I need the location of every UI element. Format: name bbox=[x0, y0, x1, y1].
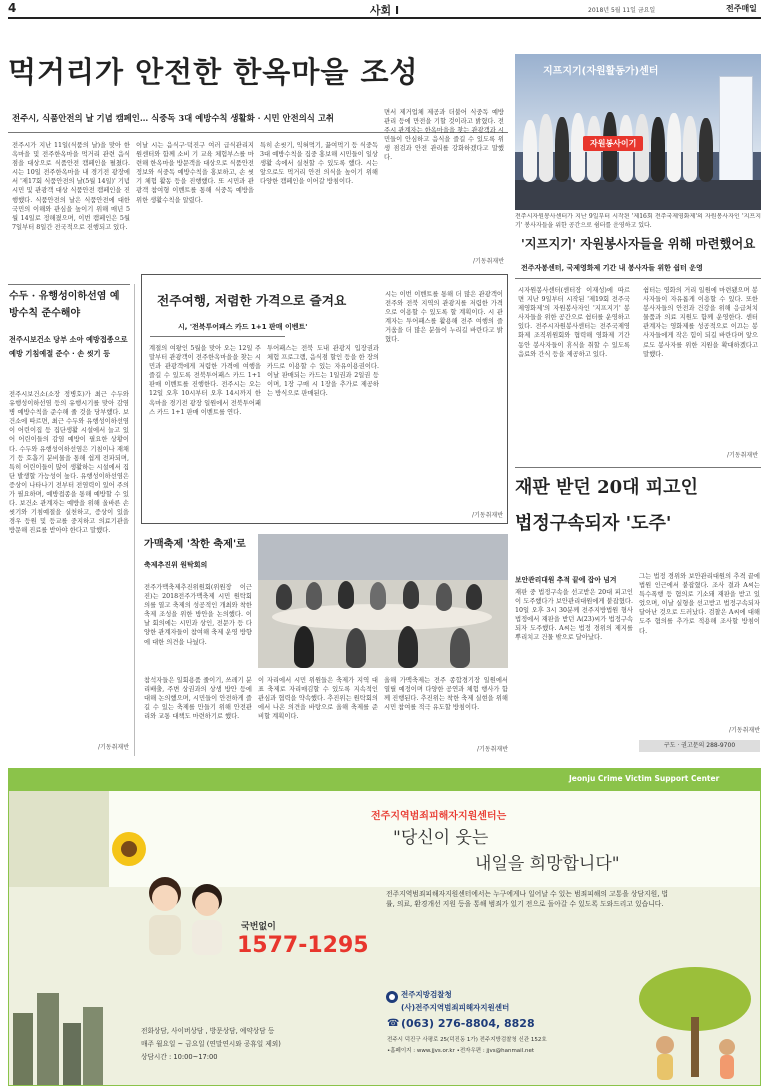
court-col2: 그는 법정 경위와 보안관리대원의 추격 끝에 법원 인근에서 붙잡혔다. 조사 결과 A씨는 특수폭행 등 혐의로 기소돼 재판을 받고 있었으며, 이날 실형을 선고받고 법정구속되자 달아난 것으로 드러났다. 검찰은 A씨에 대해 도주 혐의를 추가로 적용해 조사할 방침이다. bbox=[639, 573, 760, 635]
court-subhead: 보안관리대원 추적 끝에 잡아 넘겨 bbox=[515, 576, 617, 584]
photo-person bbox=[539, 114, 553, 182]
ad-hotline[interactable]: 1577-1295 bbox=[237, 933, 369, 958]
volunteer-photo bbox=[515, 54, 761, 210]
photo-person bbox=[683, 116, 697, 182]
article1-col1: 전주시가 지난 11일(식품의 날)을 맞아 한옥마을 및 전주한옥마을 먹거리 관련 음식점을 대상으로 식품안전 캠페인을 펼쳤다. 시는 10일 전주한옥마을 내 경기전 광장에서 '제17회 식품안전의 날(5월 14일)' 기념 시민 및 관광객 대상 식품안전 캠페인을 진행했다. 식품안전의 날은 식품안전에 대한 국민의 이해와 관심을 높이기 위해 매년 5월 14일로 정해졌으며, 이번 캠페인은 5월 7일부터 8일간 전국적으로 진행되고 있다. bbox=[12, 142, 130, 231]
side-divider bbox=[134, 284, 135, 756]
volunteer-col1: 시자원봉사센터(센터장 이재성)에 따르면 지난 9일부터 시작된 '제19회 전주국제영화제'의 자원봉사자인 '지프지기' 봉사자들을 위한 공간으로 쉼터를 운영하고 있다. 전주시자원봉사센터는 전주국제영화제 조직위원회와 협력해 영화제 기간 동안 봉사자들이 휴식을 취할 수 있도록 음료와 간식 등을 제공하고 있다. bbox=[518, 287, 630, 358]
meeting-person bbox=[294, 626, 314, 668]
ad-partner-1: 전주지방검찰청 bbox=[401, 990, 452, 999]
meeting-person bbox=[338, 581, 354, 609]
article1-col4: 면서 제거업체 제공과 더불어 식중독 예방 관리 등에 만전을 기할 것이라고 밝혔다. 전주시 관계자는 한옥마을을 찾는 관광객과 시민들이 안심하고 음식을 즐길 수 있도록 위생 점검과 안전 관리를 강화하겠다고 말했다. bbox=[384, 109, 504, 162]
card-col2: 투어패스는 전북 도내 관광지 입장권과 체험 프로그램, 음식점 할인 등을 한 장의 카드로 이용할 수 있는 자유이용권이다. 이날 판매되는 카드는 1일권과 2일권 등이며, 1장 구매 시 1장을 추가로 제공하는 방식으로 판매된다. bbox=[267, 345, 379, 398]
court-col1: 재판 중 법정구속을 선고받은 20대 피고인이 도주했다가 보안관리대원에게 붙잡혔다. 10일 오후 3시 30분께 전주지방법원 형사법정에서 재판을 받던 A(23)씨가 법정구속되자 도주했다. A씨는 법정 경위의 제지를 뿌리치고 건물 밖으로 달아났다. bbox=[515, 589, 633, 642]
buildings-icon bbox=[9, 989, 105, 1086]
headline-main: 먹거리가 안전한 한옥마을 조성 bbox=[8, 55, 419, 89]
ad-hours-label: 매주 월요일 ~ 금요일 (연말연시와 공휴일 제외) bbox=[141, 1040, 281, 1048]
ad-family-illustration bbox=[635, 959, 759, 1085]
court-credit: /기동취재반 bbox=[728, 727, 760, 734]
side-headline: 수두 · 유행성이하선염 예방수칙 준수해야 bbox=[9, 291, 120, 319]
meeting-person bbox=[306, 582, 322, 610]
prosecution-emblem-icon bbox=[385, 990, 399, 1004]
page-number: 4 bbox=[8, 1, 17, 15]
ad-phone-icon: ☎ bbox=[387, 1018, 400, 1029]
photo-person bbox=[667, 113, 681, 182]
children-illustration bbox=[121, 865, 241, 957]
ad-emblem bbox=[385, 989, 399, 1003]
festival-col4: 올해 가맥축제는 전주 종합경기장 일원에서 열릴 예정이며 다양한 공연과 체험 행사가 함께 진행된다. 추진위는 착한 축제 실현을 위해 시민 참여를 적극 유도할 방침이다. bbox=[384, 677, 508, 712]
article1-col2: 이날 시는 음식구·덕진구 여러 급식관리지원센터와 함께 소비 기 교육 체험부스를 마련해 한옥마을 방문객을 대상으로 식품안전 정보와 식중독 예방수칙을 홍보하고, 손 씻기 체험 활동 등을 진행했다. 또 시민과 관광객 참여형 이벤트를 통해 식중독 예방을 위한 생활수칙을 알렸다. bbox=[136, 142, 254, 204]
volunteer-headline: '지프지기' 자원봉사자들을 위해 마련했어요 bbox=[521, 236, 756, 251]
meeting-person bbox=[466, 584, 482, 610]
volunteer-col2: 쉼터는 영화의 거리 일원에 마련됐으며 봉사자들이 자유롭게 이용할 수 있다. 또한 봉사자들의 안전과 건강을 위해 응급처치 물품과 의료 지원도 함께 운영한다. 센터 관계자는 영화제를 성공적으로 이끄는 봉사자들에게 작은 힘이 되길 바란다며 앞으로도 봉사자를 위한 지원을 확대하겠다고 말했다. bbox=[643, 287, 758, 358]
ad-phone[interactable]: (063) 276-8804, 8828 bbox=[401, 1017, 535, 1030]
photo1-caption: 전주시자원봉사센터가 지난 9일부터 시작된 '제16회 전주국제영화제'의 자원봉사자인 '지프지기' 봉사자들을 위한 공간으로 쉼터를 운영하고 있다. bbox=[515, 213, 761, 229]
article1-col3: 특히 손씻기, 익혀먹기, 끓여먹기 등 식중독 3대 예방수칙을 집중 홍보해 시민들이 일상생활 속에서 실천할 수 있도록 했다. 시는 앞으로도 먹거리 안전 의식을 높이기 위해 다양한 캠페인을 이어갈 방침이다. bbox=[260, 142, 378, 186]
festival-col3: 이 자리에서 시민 위원들은 축제가 지역 대표 축제로 자리매김할 수 있도록 지속적인 관심과 협력을 약속했다. 추진위는 원탁회의에서 나온 의견을 바탕으로 올해 축제를 준비할 계획이다. bbox=[258, 677, 378, 721]
page-header bbox=[0, 0, 769, 16]
meeting-person bbox=[276, 584, 292, 610]
article1-credit: /기동취재반 bbox=[472, 258, 504, 265]
section-title: 사회 I bbox=[369, 4, 400, 17]
photo-person bbox=[651, 117, 665, 182]
festival-headline: 가맥축제 '착한 축제'로 bbox=[144, 538, 246, 550]
card-rule bbox=[150, 336, 285, 337]
photo-person bbox=[699, 118, 713, 182]
issue-date: 2018년 5월 11일 금요일 bbox=[588, 7, 656, 14]
ad-free-label: 국번없이 bbox=[241, 922, 276, 932]
card-headline: 전주여행, 저렴한 가격으로 즐겨요 bbox=[157, 293, 347, 308]
ad-hours: 상담시간 : 10:00~17:00 bbox=[141, 1053, 218, 1061]
side-top-rule bbox=[8, 284, 130, 285]
ad-web[interactable]: •홈페이지 : www.jjvs.or.kr •전자우편 : jjvs@hanmail.net bbox=[387, 1048, 534, 1054]
ad-quote-2: 내일을 희망합니다" bbox=[475, 854, 620, 874]
court-headline-1: 재판 받던 20대 피고인 bbox=[515, 477, 698, 498]
meeting-person bbox=[436, 583, 452, 611]
card-credit: /기동취재반 bbox=[471, 512, 503, 519]
photo-person bbox=[555, 117, 569, 182]
photo-banner: 지프지기(자원활동가)센터 bbox=[543, 66, 659, 77]
meeting-photo bbox=[258, 534, 508, 668]
festival-credit: /기동취재반 bbox=[476, 746, 508, 753]
meeting-wall bbox=[258, 534, 508, 580]
victim-support-ad bbox=[8, 768, 761, 1086]
family-icon bbox=[635, 959, 759, 1085]
card-col1: 계절의 여왕인 5월을 맞아 오는 12일 주말부터 관광객이 전주한옥마을을 찾는 시민과 관광객에게 저렴한 가격에 여행을 즐길 수 있도록 전북투어패스 카드 1+1 판매 이벤트를 진행한다. 전주시는 오는 12일 오후 10시부터 오후 14시까지 한옥마을 경기전 광장 일원에서 전북투어패스 카드 1+1 판매 이벤트를 연다. bbox=[149, 345, 261, 416]
sunflower-illustration bbox=[109, 829, 149, 869]
meeting-person bbox=[403, 581, 419, 609]
side-body: 전주시보건소(소장 정병호)가 최근 수두와 유행성이하선염 등의 유행시기를 맞아 감염병 예방수칙을 준수해 줄 것을 당부했다. 보건소에 따르면, 최근 수두와 유행성이하선염이 어린이집 등 집단생활 시설에서 늘고 있어 어린이들의 감염 예방이 필요한 상황이다. 수두와 유행성이하선염은 기침이나 재채기 등 호흡기 분비물을 통해 쉽게 전파되며, 특히 어린이들이 많이 생활하는 시설에서 집단 발생할 가능성이 높다. 유행성이하선염은 증상이 나타나기 전부터 전염력이 있어 주의가 필요하며, 예방접종을 통해 예방할 수 있다. 보건소 관계자는 예방을 위해 올바른 손 씻기와 기침예절을 실천하고, 증상이 있을 경우 등원 및 등교를 중지하고 의료기관을 방문해 진료를 받아야 한다고 말했다. bbox=[9, 391, 129, 535]
photo-sign: 자원봉사이기 bbox=[583, 136, 643, 151]
volunteer-credit: /기동취재반 bbox=[726, 452, 758, 459]
meeting-person bbox=[398, 626, 418, 668]
court-headline-2: 법정구속되자 '도주' bbox=[515, 513, 672, 534]
festival-subhead: 축제추진위 원탁회의 bbox=[144, 561, 208, 569]
side-subhead: 전주시보건소 당부 소아 예방접종으로 예방 기침예절 준수 · 손 씻기 등 bbox=[9, 335, 128, 358]
photo-person bbox=[523, 120, 537, 182]
subhead-main: 전주시, 식품안전의 날 기념 캠페인… 식중독 3대 예방수칙 생활화 · 시민 안전의식 고취 bbox=[12, 113, 334, 123]
side-credit: /기동취재반 bbox=[97, 744, 129, 751]
ad-english-title: Jeonju Crime Victim Support Center bbox=[569, 774, 720, 783]
card-col3: 시는 이번 이벤트를 통해 더 많은 관광객이 전주와 전북 지역의 관광지를 저렴한 가격으로 이용할 수 있도록 할 계획이다. 시 관계자는 투어패스를 활용해 전주 여행의 즐거움을 더 많은 분들이 누리길 바란다고 밝혔다. bbox=[385, 291, 503, 344]
ad-services: 전화상담, 사이버상담 , 방문상담, 예약상담 등 bbox=[141, 1027, 275, 1035]
meeting-person bbox=[370, 582, 386, 610]
meeting-person bbox=[346, 628, 366, 668]
paper-name: 전주매일 bbox=[726, 4, 757, 13]
card-subhead: 시, '전북투어패스 카드 1+1 판매 이벤트' bbox=[178, 323, 308, 331]
city-silhouette bbox=[9, 989, 105, 1086]
volunteer-rule bbox=[515, 278, 761, 279]
court-reporter-bar: 구도 · 권고문의 288-9700 bbox=[639, 740, 760, 752]
ad-left-strip bbox=[9, 791, 109, 887]
festival-col2: 참석자들은 일회용품 줄이기, 쓰레기 분리배출, 주변 상권과의 상생 방안 등에 대해 논의했으며, 시민들이 안전하게 즐길 수 있는 축제를 만들기 위해 안전관리와 교통 대책도 마련하기로 했다. bbox=[144, 677, 252, 721]
volunteer-subhead: 전주자봉센터, 국제영화제 기간 내 봉사자들 위한 쉼터 운영 bbox=[521, 263, 703, 272]
ad-org-highlight: 전주지역범죄피해자지원센터는 bbox=[371, 811, 507, 822]
meeting-person bbox=[450, 628, 470, 668]
header-rule bbox=[8, 17, 761, 19]
children-icon bbox=[121, 865, 241, 957]
photo-floor bbox=[515, 180, 761, 210]
ad-partner-2: (사)전주지역범죄피해자지원센터 bbox=[401, 1003, 510, 1012]
ad-address: 전주시 덕진구 사평로 25(덕진동 1가) 전주지방검찰청 신관 152호 bbox=[387, 1037, 547, 1043]
ad-description: 전주지역범죄피해자지원센터에서는 누구에게나 일어날 수 있는 범죄피해의 고통을 상담지원, 법률, 의료, 환경개선 지원 등을 통해 범죄가 있기 전으로 돌아갈 수 있도록 도와드리고 있습니다. bbox=[386, 890, 669, 908]
festival-col1: 전주가맥축제추진위원회(위원장 이근진)는 2018전주가맥축제 시민 원탁회의를 열고 축제의 성공적인 개최와 착한 축제 조성을 위한 방안을 논의했다. 이날 회의에는 시민과 상인, 전문가 등 다양한 관계자들이 참여해 축제 운영 방향에 대한 의견을 나눴다. bbox=[144, 584, 252, 646]
ad-quote-1: "당신이 웃는 bbox=[393, 828, 489, 848]
sunflower-icon bbox=[109, 829, 149, 869]
